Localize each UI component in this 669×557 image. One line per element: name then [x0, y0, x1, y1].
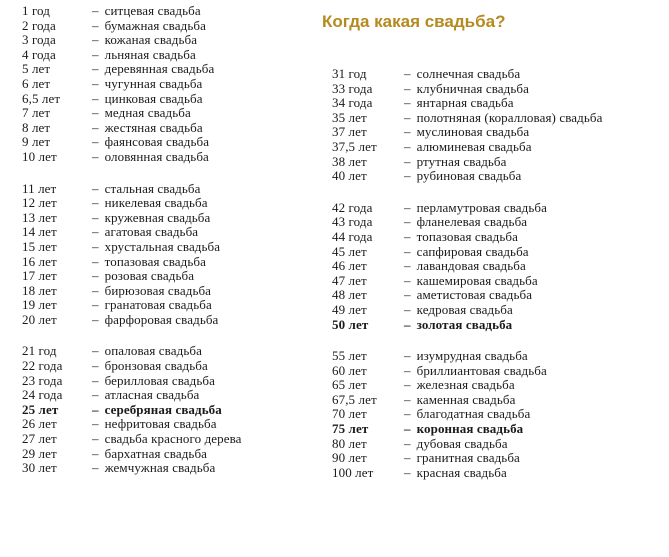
anniversary-year: 75 лет — [332, 421, 369, 437]
list-item — [332, 125, 602, 140]
anniversary-year: 23 года — [22, 372, 63, 388]
anniversary-name: бриллиантовая свадьба — [416, 362, 547, 378]
anniversary-name: хрустальная свадьба — [104, 238, 221, 254]
dash-separator: – — [404, 66, 411, 81]
anniversary-name: изумрудная свадьба — [416, 348, 528, 364]
list-item — [22, 135, 242, 150]
anniversary-name: клубничная свадьба — [416, 80, 529, 96]
dash-separator: – — [92, 268, 99, 284]
anniversary-name: льняная свадьба — [104, 46, 196, 62]
group-31-40 — [332, 67, 602, 184]
dash-separator: – — [92, 46, 99, 62]
anniversary-name: топазовая свадьба — [104, 253, 207, 269]
anniversary-name: агатовая свадьба — [104, 224, 199, 240]
anniversary-year: 40 лет — [332, 168, 367, 184]
anniversary-name: перламутровая свадьба — [416, 199, 547, 215]
dash-separator: – — [92, 195, 99, 211]
list-item — [332, 67, 602, 82]
anniversary-year: 48 лет — [332, 287, 367, 303]
anniversary-name: бирюзовая свадьба — [104, 282, 212, 298]
dash-separator: – — [404, 214, 411, 230]
anniversary-name: серебряная свадьба — [104, 401, 222, 417]
anniversary-name: кашемировая свадьба — [416, 272, 538, 288]
anniversary-year: 6,5 лет — [22, 90, 61, 106]
list-item — [22, 255, 242, 270]
anniversary-name: фарфоровая свадьба — [104, 311, 219, 327]
list-item — [22, 196, 242, 211]
group-21-30 — [22, 344, 242, 475]
list-item — [332, 422, 602, 437]
list-item — [22, 19, 242, 34]
dash-separator: – — [404, 228, 411, 244]
list-item — [22, 417, 242, 432]
dash-separator: – — [92, 431, 99, 447]
anniversary-name: муслиновая свадьба — [416, 124, 530, 140]
anniversary-year: 31 год — [332, 66, 367, 81]
anniversary-year: 65 лет — [332, 377, 367, 393]
anniversary-year: 29 лет — [22, 445, 57, 461]
dash-separator: – — [404, 301, 411, 317]
dash-separator: – — [404, 406, 411, 422]
anniversary-name: бумажная свадьба — [104, 17, 206, 33]
page-title: Когда какая свадьба? — [322, 12, 506, 31]
list-item — [22, 92, 242, 107]
anniversary-year: 5 лет — [22, 61, 51, 77]
list-item — [22, 447, 242, 462]
anniversary-year: 6 лет — [22, 75, 51, 91]
list-item — [332, 364, 602, 379]
list-item — [22, 121, 242, 136]
list-item — [22, 150, 242, 165]
group-42-50 — [332, 201, 602, 332]
anniversary-name: топазовая свадьба — [416, 228, 519, 244]
anniversary-name: рубиновая свадьба — [416, 168, 522, 184]
list-item — [332, 259, 602, 274]
dash-separator: – — [92, 460, 99, 476]
anniversary-year: 45 лет — [332, 243, 367, 259]
dash-separator: – — [404, 377, 411, 393]
anniversary-name: красная свадьба — [416, 464, 507, 480]
right-column — [332, 67, 602, 480]
list-item — [332, 303, 602, 318]
anniversary-name: жемчужная свадьба — [104, 460, 216, 476]
dash-separator: – — [404, 464, 411, 480]
anniversary-name: нефритовая свадьба — [104, 416, 217, 432]
anniversary-year: 35 лет — [332, 109, 367, 125]
list-item — [332, 230, 602, 245]
dash-separator: – — [404, 258, 411, 274]
list-item — [22, 77, 242, 92]
dash-separator: – — [92, 17, 99, 33]
anniversary-name: кедровая свадьба — [416, 301, 513, 317]
dash-separator: – — [92, 3, 99, 18]
anniversary-year: 90 лет — [332, 450, 367, 466]
anniversary-year: 18 лет — [22, 282, 57, 298]
anniversary-name: жестяная свадьба — [104, 119, 203, 135]
dash-separator: – — [404, 153, 411, 169]
anniversary-year: 42 года — [332, 199, 373, 215]
anniversary-year: 10 лет — [22, 148, 57, 164]
anniversary-year: 11 лет — [22, 180, 57, 196]
anniversary-year: 70 лет — [332, 406, 367, 422]
dash-separator: – — [404, 109, 411, 125]
list-item — [22, 269, 242, 284]
list-item — [22, 461, 242, 476]
list-item — [22, 62, 242, 77]
anniversary-year: 19 лет — [22, 297, 57, 313]
anniversary-name: аметистовая свадьба — [416, 287, 533, 303]
dash-separator: – — [92, 134, 99, 150]
dash-separator: – — [92, 401, 99, 417]
list-item — [332, 274, 602, 289]
dash-separator: – — [92, 209, 99, 225]
dash-separator: – — [92, 297, 99, 313]
list-item — [332, 393, 602, 408]
dash-separator: – — [404, 80, 411, 96]
anniversary-name: гранатовая свадьба — [104, 297, 212, 313]
anniversary-name: лавандовая свадьба — [416, 258, 526, 274]
dash-separator: – — [92, 282, 99, 298]
anniversary-year: 25 лет — [22, 401, 59, 417]
anniversary-name: атласная свадьба — [104, 387, 200, 403]
anniversary-year: 80 лет — [332, 435, 367, 451]
anniversary-year: 37,5 лет — [332, 138, 377, 154]
dash-separator: – — [92, 358, 99, 374]
list-item — [22, 344, 242, 359]
dash-separator: – — [404, 450, 411, 466]
anniversary-name: медная свадьба — [104, 105, 191, 121]
list-item — [22, 403, 242, 418]
anniversary-year: 60 лет — [332, 362, 367, 378]
anniversary-year: 22 года — [22, 358, 63, 374]
anniversary-name: солнечная свадьба — [416, 66, 521, 81]
list-item — [332, 201, 602, 216]
list-item — [22, 106, 242, 121]
anniversary-name: железная свадьба — [416, 377, 515, 393]
anniversary-year: 13 лет — [22, 209, 57, 225]
anniversary-year: 4 года — [22, 46, 56, 62]
dash-separator: – — [92, 90, 99, 106]
dash-separator: – — [404, 124, 411, 140]
list-item — [332, 318, 602, 333]
dash-separator: – — [92, 238, 99, 254]
anniversary-year: 34 года — [332, 95, 373, 111]
anniversary-name: кружевная свадьба — [104, 209, 211, 225]
anniversary-name: каменная свадьба — [416, 391, 516, 407]
dash-separator: – — [92, 387, 99, 403]
list-item — [22, 388, 242, 403]
anniversary-year: 44 года — [332, 228, 373, 244]
anniversary-year: 2 года — [22, 17, 56, 33]
anniversary-name: гранитная свадьба — [416, 450, 520, 466]
dash-separator: – — [92, 61, 99, 77]
anniversary-name: янтарная свадьба — [416, 95, 514, 111]
anniversary-year: 100 лет — [332, 464, 374, 480]
anniversary-name: деревянная свадьба — [104, 61, 215, 77]
anniversary-year: 49 лет — [332, 301, 367, 317]
list-item — [332, 169, 602, 184]
dash-separator: – — [404, 138, 411, 154]
list-item — [22, 211, 242, 226]
anniversary-year: 27 лет — [22, 431, 57, 447]
list-item — [332, 140, 602, 155]
list-item — [332, 82, 602, 97]
dash-separator: – — [92, 119, 99, 135]
anniversary-year: 47 лет — [332, 272, 367, 288]
anniversary-year: 9 лет — [22, 134, 51, 150]
list-item — [22, 33, 242, 48]
dash-separator: – — [92, 416, 99, 432]
anniversary-year: 43 года — [332, 214, 373, 230]
anniversary-year: 50 лет — [332, 316, 369, 332]
anniversary-name: золотая свадьба — [416, 316, 513, 332]
anniversary-name: бархатная свадьба — [104, 445, 208, 461]
list-item — [22, 374, 242, 389]
list-item — [22, 48, 242, 63]
anniversary-name: ситцевая свадьба — [104, 3, 201, 18]
dash-separator: – — [92, 311, 99, 327]
dash-separator: – — [92, 445, 99, 461]
list-item — [22, 359, 242, 374]
anniversary-name: розовая свадьба — [104, 268, 195, 284]
list-item — [332, 378, 602, 393]
list-item — [332, 349, 602, 364]
anniversary-year: 1 год — [22, 3, 50, 18]
anniversary-year: 67,5 лет — [332, 391, 377, 407]
anniversary-name: оловянная свадьба — [104, 148, 209, 164]
list-item — [332, 96, 602, 111]
anniversary-year: 37 лет — [332, 124, 367, 140]
dash-separator: – — [92, 224, 99, 240]
dash-separator: – — [404, 95, 411, 111]
dash-separator: – — [92, 148, 99, 164]
anniversary-year: 26 лет — [22, 416, 57, 432]
list-item — [332, 215, 602, 230]
dash-separator: – — [92, 105, 99, 121]
dash-separator: – — [404, 362, 411, 378]
anniversary-name: коронная свадьба — [416, 421, 524, 437]
anniversary-name: кожаная свадьба — [104, 32, 198, 48]
list-item — [332, 407, 602, 422]
anniversary-year: 55 лет — [332, 348, 367, 364]
list-item — [22, 225, 242, 240]
dash-separator: – — [92, 75, 99, 91]
list-item — [332, 437, 602, 452]
anniversary-name: сапфировая свадьба — [416, 243, 529, 259]
anniversary-name: стальная свадьба — [104, 180, 201, 196]
dash-separator: – — [404, 421, 411, 437]
anniversary-name: алюминевая свадьба — [416, 138, 532, 154]
anniversary-name: благодатная свадьба — [416, 406, 531, 422]
group-1-10 — [22, 4, 242, 165]
list-item — [332, 245, 602, 260]
group-11-20 — [22, 182, 242, 328]
anniversary-name: фланелевая свадьба — [416, 214, 528, 230]
list-item — [332, 288, 602, 303]
anniversary-name: никелевая свадьба — [104, 195, 208, 211]
anniversary-year: 12 лет — [22, 195, 57, 211]
dash-separator: – — [92, 343, 99, 359]
list-item — [22, 284, 242, 299]
dash-separator: – — [404, 316, 411, 332]
dash-separator: – — [404, 272, 411, 288]
anniversary-year: 8 лет — [22, 119, 51, 135]
dash-separator: – — [404, 168, 411, 184]
anniversary-year: 24 года — [22, 387, 63, 403]
anniversary-name: свадьба красного дерева — [104, 431, 242, 447]
anniversary-year: 16 лет — [22, 253, 57, 269]
dash-separator: – — [404, 287, 411, 303]
group-55-100 — [332, 349, 602, 480]
list-item — [22, 298, 242, 313]
anniversary-name: чугунная свадьба — [104, 75, 203, 91]
dash-separator: – — [404, 199, 411, 215]
list-item — [22, 313, 242, 328]
dash-separator: – — [404, 348, 411, 364]
anniversary-year: 14 лет — [22, 224, 57, 240]
anniversary-year: 38 лет — [332, 153, 367, 169]
dash-separator: – — [92, 32, 99, 48]
anniversary-name: полотняная (коралловая) свадьба — [416, 109, 603, 125]
anniversary-year: 33 года — [332, 80, 373, 96]
dash-separator: – — [404, 243, 411, 259]
anniversary-name: бронзовая свадьба — [104, 358, 208, 374]
anniversary-year: 7 лет — [22, 105, 51, 121]
anniversary-year: 17 лет — [22, 268, 57, 284]
dash-separator: – — [92, 372, 99, 388]
list-item — [332, 155, 602, 170]
list-item — [22, 182, 242, 197]
anniversary-year: 3 года — [22, 32, 56, 48]
anniversary-year: 21 год — [22, 343, 57, 359]
list-item — [332, 466, 602, 481]
list-item — [332, 451, 602, 466]
list-item — [22, 240, 242, 255]
anniversary-year: 20 лет — [22, 311, 57, 327]
list-item — [22, 432, 242, 447]
anniversary-name: цинковая свадьба — [104, 90, 203, 106]
dash-separator: – — [404, 391, 411, 407]
left-column — [22, 4, 242, 476]
dash-separator: – — [404, 435, 411, 451]
anniversary-year: 46 лет — [332, 258, 367, 274]
dash-separator: – — [92, 253, 99, 269]
anniversary-name: опаловая свадьба — [104, 343, 202, 359]
anniversary-name: берилловая свадьба — [104, 372, 215, 388]
list-item — [22, 4, 242, 19]
list-item — [332, 111, 602, 126]
anniversary-year: 30 лет — [22, 460, 57, 476]
anniversary-name: дубовая свадьба — [416, 435, 508, 451]
anniversary-name: ртутная свадьба — [416, 153, 507, 169]
anniversary-year: 15 лет — [22, 238, 57, 254]
anniversary-name: фаянсовая свадьба — [104, 134, 210, 150]
dash-separator: – — [92, 180, 99, 196]
